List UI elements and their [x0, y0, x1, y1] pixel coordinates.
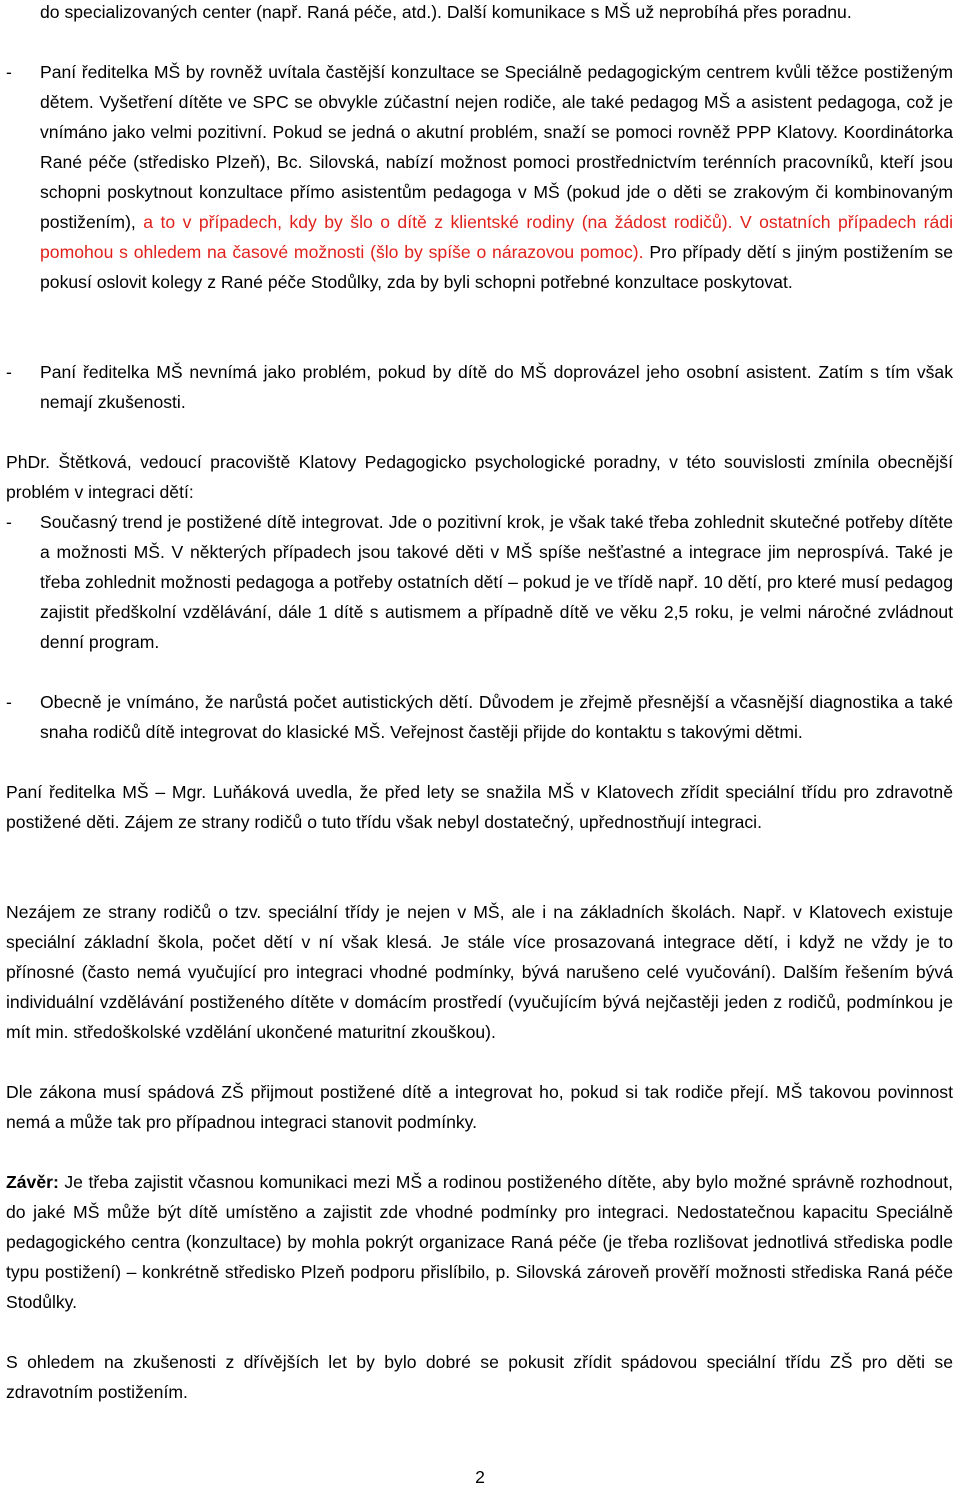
- paragraph-final: S ohledem na zkušenosti z dřívějších let by bylo dobré se pokusit zřídit spádovou speciální třídu ZŠ pro děti se zdravotním postižením.: [6, 1352, 953, 1402]
- list-item-autism-growth: - Obecně je vnímáno, že narůstá počet autistických dětí. Důvodem je zřejmě přesnější a včasnější diagnostika a také snaha rodičů dítě integrovat do klasické MŠ. Veřejnost častěji přijde do kontaktu s takovými dětmi.: [6, 692, 953, 742]
- list-item-spc-consultation: - Paní ředitelka MŠ by rovněž uvítala častější konzultace se Speciálně pedagogickým centrem kvůli těžce postiženým dětem. Vyšetření dítěte ve SPC se obvykle zúčastní nejen rodiče, ale také pedagog MŠ a asistent pedagoga, což je vnímáno jako velmi pozitivní. Pokud se jedná o akutní problém, snaží se pomoci rovněž PPP Klatovy. Koordinátorka Rané péče (středisko Plzeň), Bc. Silovská, nabízí možnost pomoci prostřednictvím terénních pracovníků, kteří jsou schopni poskytnout konzultace přímo asistentům pedagoga v MŠ (pokud jde o děti se zrakovým či kombinovaným postižením), a to v případech, kdy by šlo o dítě z klientské rodiny (na žádost rodičů). V ostatních případech rádi pomohou s ohledem na časové možnosti (šlo by spíše o nárazovou pomoc). Pro případy dětí s jiným postižením se pokusí oslovit kolegy z Rané péče Stodůlky, zda by byli schopni potřebné konzultace poskytovat.: [6, 57, 953, 297]
- zaver-label: Závěr:: [6, 1172, 59, 1192]
- list-item-personal-assistant: - Paní ředitelka MŠ nevnímá jako problém, pokud by dítě do MŠ doprovázel jeho osobní asistent. Zatím s tím však nemají zkušenosti.: [6, 362, 953, 412]
- highlighted-text: a to v případech, kdy by šlo o dítě z klientské rodiny (na žádost rodičů).: [143, 212, 733, 232]
- paragraph-zaver: Závěr: Je třeba zajistit včasnou komunikaci mezi MŠ a rodinou postiženého dítěte, aby bylo možné správně rozhodnout, do jaké MŠ může být dítě umístěno a zajistit zde vhodné podmínky pro integraci. Nedostatečnou kapacitu Speciálně pedagogického centra (konzultace) by mohla pokrýt organizace Raná péče (je třeba rozlišovat jednotlivá střediska podle typu postižení) – konkrétně středisko Plzeň podporu přislíbilo, p. Silovská zároveň prověří možnosti střediska Raná péče Stodůlky.: [6, 1172, 953, 1312]
- paragraph-phdr-intro: PhDr. Štětková, vedoucí pracoviště Klatovy Pedagogicko psychologické poradny, v této souvislosti zmínila obecnější problém v integraci dětí:: [6, 452, 953, 502]
- page-number: 2: [475, 1467, 485, 1487]
- list-item-integration-trend: - Současný trend je postižené dítě integrovat. Jde o pozitivní krok, je však také třeba zohlednit skutečné potřeby dítěte a možnosti MŠ. V některých případech jsou takové děti v MŠ spíše nešťastné a integrace jim neprospívá. Také je třeba zohlednit možnosti pedagoga a potřeby ostatních dětí – pokud je ve třídě např. 10 dětí, pro které musí pedagog zajistit předškolní vzdělávání, dále 1 dítě s autismem a případně dítě ve věku 2,5 roku, je velmi náročné zvládnout denní program.: [6, 512, 953, 652]
- paragraph-lunakova: Paní ředitelka MŠ – Mgr. Luňáková uvedla, že před lety se snažila MŠ v Klatovech zřídit speciální třídu pro zdravotně postižené děti. Zájem ze strany rodičů o tuto třídu však nebyl dostatečný, upřednostňují integraci.: [6, 782, 953, 832]
- highlighted-text: V ostatních případech rádi pomohou s ohledem na časové možnosti (šlo by spíše o nárazovou pomoc).: [40, 212, 954, 262]
- paragraph-zakon: Dle zákona musí spádová ZŠ přijmout postižené dítě a integrovat ho, pokud si tak rodiče přejí. MŠ takovou povinnost nemá a může tak pro případnou integraci stanovit podmínky.: [6, 1082, 953, 1132]
- paragraph-nezajem: Nezájem ze strany rodičů o tzv. speciální třídy je nejen v MŠ, ale i na základních školách. Např. v Klatovech existuje speciální základní škola, počet dětí v ní však klesá. Je stále více prosazovaná integrace dětí, i když ne vždy je to přínosné (často nemá vyučující pro integraci vhodné podmínky, bývá narušeno celé vyučování). Dalším řešením bývá individuální vzdělávání postiženého dítěte v domácím prostředí (vyučujícím bývá nejčastěji jeden z rodičů, podmínkou je mít min. středoškolské vzdělání ukončené maturitní zkouškou).: [6, 902, 953, 1042]
- list-item-text: Paní ředitelka MŠ by rovněž uvítala častější konzultace se Speciálně pedagogickým centrem kvůli těžce postiženým dětem. Vyšetření dítěte ve SPC se obvykle zúčastní nejen rodiče, ale také pedagog MŠ a asistent pedagoga, což je vnímáno jako velmi pozitivní. Pokud se jedná o akutní problém, snaží se pomoci rovněž PPP Klatovy. Koordinátorka Rané péče (středisko Plzeň), Bc. Silovská, nabízí možnost pomoci prostřednictvím terénních pracovníků, kteří jsou schopni poskytnout konzultace přímo asistentům pedagoga v MŠ (pokud jde o děti se zrakovým či kombinovaným postižením), a to v případech, kdy by šlo o dítě z klientské rodiny (na žádost rodičů). V ostatních případech rádi pomohou s ohledem na časové možnosti (šlo by spíše o nárazovou pomoc). Pro případy dětí s jiným postižením se pokusí oslovit kolegy z Rané péče Stodůlky, zda by byli schopni potřebné konzultace poskytovat.: [40, 62, 954, 292]
- intro-continuation: do specializovaných center (např. Raná péče, atd.). Další komunikace s MŠ už neprobíhá přes poradnu.: [40, 2, 852, 22]
